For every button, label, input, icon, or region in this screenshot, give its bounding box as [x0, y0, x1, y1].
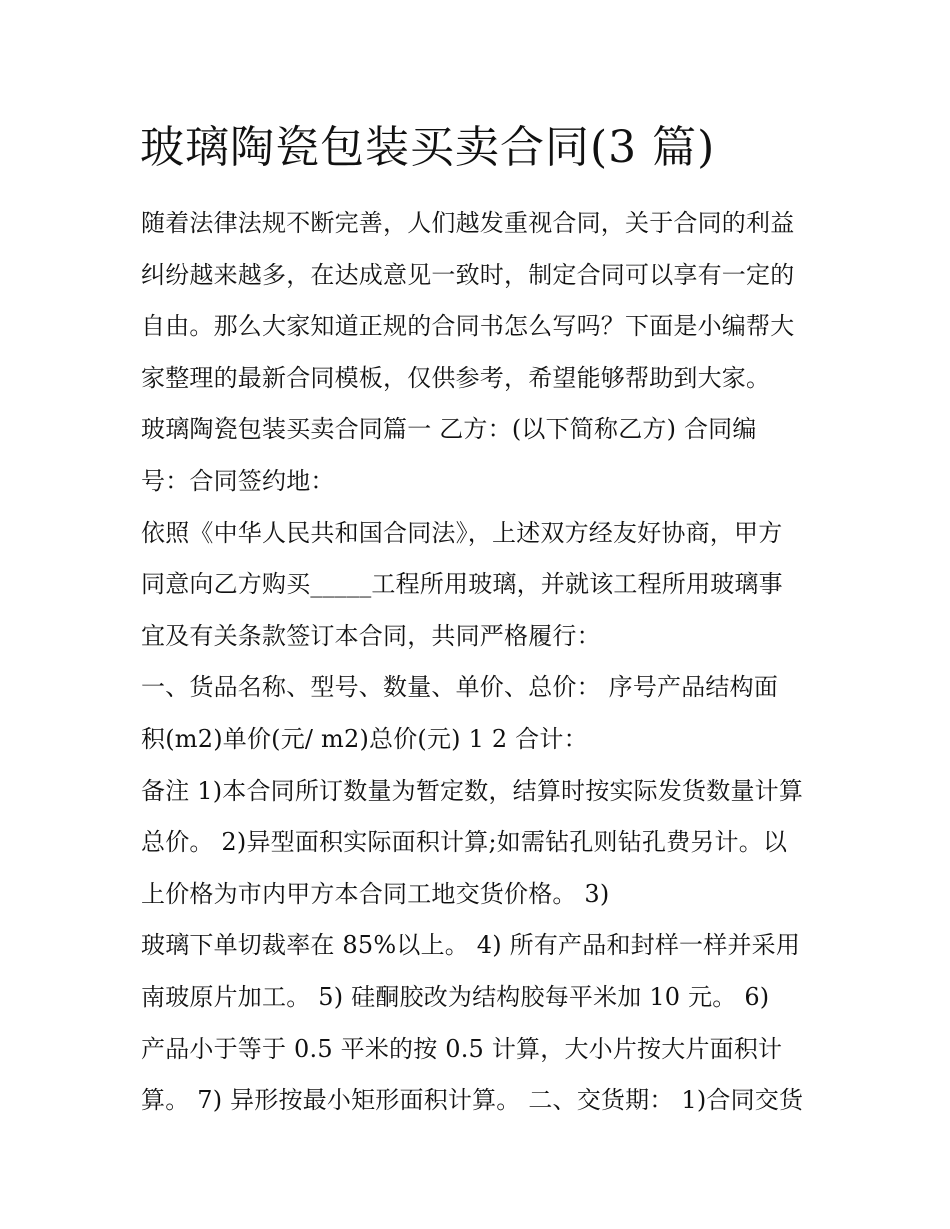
- body-line: 依照《中华人民共和国合同法》，上述双方经友好协商，甲方: [141, 518, 783, 547]
- body-line: 宜及有关条款签订本合同，共同严格履行：: [141, 621, 601, 650]
- body-line: 备注 1)本合同所订数量为暂定数，结算时按实际发货数量计算: [141, 776, 804, 805]
- body-line: 自由。那么大家知道正规的合同书怎么写吗？下面是小编帮大: [141, 312, 795, 341]
- body-line: 一、货品名称、型号、数量、单价、总价： 序号产品结构面: [141, 673, 779, 702]
- body-line: 上价格为市内甲方本合同工地交货价格。 3): [141, 879, 610, 908]
- body-line: 随着法律法规不断完善，人们越发重视合同，关于合同的利益: [141, 209, 795, 237]
- document-body: [141, 201, 841, 1130]
- body-line: 产品小于等于 0.5 平米的按 0.5 计算，大小片按大片面积计: [141, 1034, 783, 1063]
- body-line: 总价。 2)异型面积实际面积计算;如需钻孔则钻孔费另计。以: [141, 828, 788, 857]
- body-line: 家整理的最新合同模板，仅供参考，希望能够帮助到大家。: [141, 363, 771, 392]
- body-line: 积(m2)单价(元/ m2)总价(元) 1 2 合计：: [141, 724, 588, 753]
- body-line: 纠纷越来越多，在达成意见一致时，制定合同可以享有一定的: [141, 260, 795, 289]
- body-line: 号：合同签约地：: [141, 466, 335, 495]
- body-line: 算。 7) 异形按最小矩形面积计算。 二、交货期： 1)合同交货: [141, 1086, 804, 1115]
- body-line: 南玻原片加工。 5) 硅酮胶改为结构胶每平米加 10 元。 6): [141, 982, 770, 1011]
- body-line: 玻璃陶瓷包装买卖合同篇一 乙方：(以下简称乙方) 合同编: [141, 415, 757, 444]
- document-title: 玻璃陶瓷包装买卖合同(3 篇): [140, 122, 716, 173]
- body-line: 玻璃下单切裁率在 85%以上。 4) 所有产品和封样一样并采用: [141, 931, 801, 960]
- body-line: 同意向乙方购买_____工程所用玻璃，并就该工程所用玻璃事: [141, 570, 783, 599]
